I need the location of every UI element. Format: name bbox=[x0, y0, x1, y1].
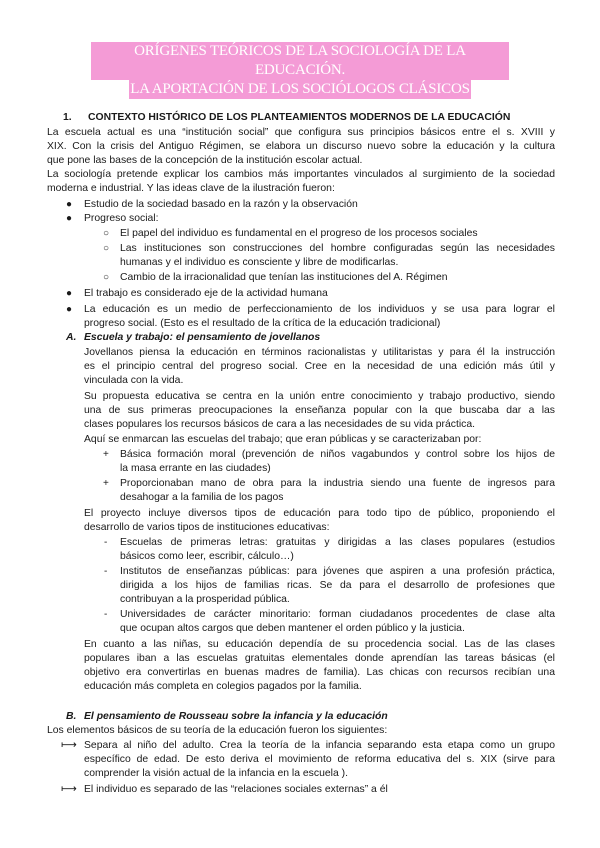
section-a-p2-line-2: una de sus primeras preocupaciones la enseñanza popular con la que buscaba dar a las bbox=[84, 405, 555, 416]
dash-item-2-line-3: contribuyan a la prosperidad pública. bbox=[120, 594, 290, 605]
arrow-icon: ⟼ bbox=[61, 739, 77, 751]
arrow-item-1-line-2: específico de edad. De esto deriva el movimiento de reforma educativa del s. XIX (sirve para bbox=[84, 754, 555, 765]
sub-bullet-icon: ○ bbox=[103, 272, 110, 283]
bullet-icon: ● bbox=[66, 304, 73, 315]
bullet-icon: ● bbox=[66, 213, 73, 224]
title-line-1: ORÍGENES TEÓRICOS DE LA SOCIOLOGÍA DE LA EDUCACIÓN. bbox=[91, 42, 509, 80]
plus-item-2-line-1: Proporcionaban mano de obra para la industria siendo una fuente de ingresos para bbox=[120, 478, 555, 489]
section-b-letter: B. bbox=[66, 711, 77, 722]
plus-icon: + bbox=[103, 449, 109, 460]
section-1-p2-line-1: La sociología pretende explicar los cambios más importantes vinculados al surgimiento de la sociedad bbox=[47, 169, 555, 180]
section-1-heading: CONTEXTO HISTÓRICO DE LOS PLANTEAMIENTOS MODERNOS DE LA EDUCACIÓN bbox=[88, 112, 511, 123]
sub-bullet-item-2-line-2: humanas y el individuo es consciente y libre de modificarlas. bbox=[120, 257, 399, 268]
section-a-p5-line-4: educación más completa en colegios pagados por la familia. bbox=[84, 681, 362, 692]
dash-icon: - bbox=[104, 566, 108, 577]
bullet-item-3: El trabajo es considerado eje de la actividad humana bbox=[84, 288, 328, 299]
section-a-p5-line-1: En cuanto a las niñas, su educación dependía de su procedencia social. Las de las clases bbox=[84, 639, 555, 650]
section-a-p2-line-1: Su propuesta educativa se centra en la unión entre conocimiento y trabajo productivo, siendo bbox=[84, 391, 555, 402]
section-b-intro: Los elementos básicos de su teoría de la educación fueron los siguientes: bbox=[47, 725, 388, 736]
section-b-heading: El pensamiento de Rousseau sobre la infancia y la educación bbox=[84, 711, 388, 722]
dash-item-3-line-2: que ocupan altos cargos que deben mantener el orden público y la justicia. bbox=[120, 623, 465, 634]
arrow-item-1-line-3: comprender la visión actual de la infancia en la escuela ). bbox=[84, 768, 348, 779]
title-block bbox=[91, 42, 509, 99]
section-a-p5-line-2: populares iban a las escuelas gratuitas elementales donde aprendían las tareas básicas (el bbox=[84, 653, 555, 664]
dash-icon: - bbox=[104, 609, 108, 620]
section-1-number: 1. bbox=[63, 112, 72, 123]
dash-item-1-line-2: básicos como leer, escribir, cálculo…) bbox=[120, 551, 294, 562]
section-a-letter: A. bbox=[66, 332, 77, 343]
dash-item-2-line-2: dirigida a los hijos de familias ricas. Se da para el desarrollo de profesiones que bbox=[120, 580, 555, 591]
section-a-p4-line-1: El proyecto incluye diversos tipos de educación para todo tipo de público, proponiendo el bbox=[84, 508, 555, 519]
section-a-p2-line-3: clases populares los recursos básicos de cara a las necesidades de su vida práctica. bbox=[84, 419, 476, 430]
bullet-icon: ● bbox=[66, 288, 73, 299]
dash-icon: - bbox=[104, 537, 108, 548]
arrow-item-2: El individuo es separado de las “relaciones sociales externas” a él bbox=[84, 784, 388, 795]
section-a-p1-line-1: Jovellanos piensa la educación en términos racionalistas y utilitaristas y para él la instrucción bbox=[84, 347, 555, 358]
bullet-item-2: Progreso social: bbox=[84, 213, 159, 224]
sub-bullet-item-1: El papel del individuo es fundamental en el progreso de los procesos sociales bbox=[120, 228, 478, 239]
plus-item-2-line-2: desahogar a la familia de los pagos bbox=[120, 492, 284, 503]
bullet-item-4-line-2: progreso social. (Esto es el resultado de la crítica de la educación tradicional) bbox=[84, 318, 441, 329]
section-1-p1-line-2: XIX. Con la crisis del Antiguo Régimen, se elabora un discurso nuevo sobre la educación y la cultura bbox=[47, 141, 555, 152]
dash-item-3-line-1: Universidades de carácter minoritario: forman ciudadanos procedentes de clase alta bbox=[120, 609, 555, 620]
sub-bullet-item-2-line-1: Las instituciones son construcciones del hombre configuradas según las necesidades bbox=[120, 243, 555, 254]
section-a-p4-line-2: desarrollo de varios tipos de instituciones educativas: bbox=[84, 522, 330, 533]
section-a-p5-line-3: objetivo era convertirlas en buenas madres de familia). Las chicas con recursos recibían una bbox=[84, 667, 555, 678]
dash-item-2-line-1: Institutos de enseñanzas públicas: para jóvenes que aspiren a una profesión práctica, bbox=[120, 566, 555, 577]
plus-item-1-line-2: la masa errante en las ciudades) bbox=[120, 463, 271, 474]
bullet-item-1: Estudio de la sociedad basado en la razón y la observación bbox=[84, 199, 358, 210]
sub-bullet-item-3: Cambio de la irracionalidad que tenían las instituciones del A. Régimen bbox=[120, 272, 448, 283]
sub-bullet-icon: ○ bbox=[103, 228, 110, 239]
dash-item-1-line-1: Escuelas de primeras letras: gratuitas y dirigidas a las clases populares (estudios bbox=[120, 537, 555, 548]
bullet-item-4-line-1: La educación es un medio de perfeccionamiento de los individuos y se usa para lograr el bbox=[84, 304, 555, 315]
section-a-p1-line-3: vinculada con la vida. bbox=[84, 375, 184, 386]
plus-item-1-line-1: Básica formación moral (prevención de niños vagabundos y control sobre los hijos de bbox=[120, 449, 555, 460]
bullet-icon: ● bbox=[66, 199, 73, 210]
arrow-item-1-line-1: Separa al niño del adulto. Crea la teoría de la infancia separando esta etapa como un grupo bbox=[84, 740, 555, 751]
section-1-p1-line-1: La escuela actual es una “institución social” que configura sus principios básicos entre el s. XVIII y bbox=[47, 127, 555, 138]
sub-bullet-icon: ○ bbox=[103, 243, 110, 254]
section-a-p3: Aquí se enmarcan las escuelas del trabajo; que eran públicas y se caracterizaban por: bbox=[84, 434, 482, 445]
section-1-p1-line-3: que pone las bases de la concepción de la institución escolar actual. bbox=[47, 155, 363, 166]
plus-icon: + bbox=[103, 478, 109, 489]
section-1-p2-line-2: moderna e industrial. Y las ideas clave de la ilustración fueron: bbox=[47, 183, 335, 194]
section-a-heading: Escuela y trabajo: el pensamiento de jovellanos bbox=[84, 332, 321, 343]
arrow-icon: ⟼ bbox=[61, 783, 77, 795]
title-line-2: LA APORTACIÓN DE LOS SOCIÓLOGOS CLÁSICOS bbox=[130, 81, 470, 97]
section-a-p1-line-2: es el principio central del progreso social. Cree en la necesidad de una edición más útil y bbox=[84, 361, 555, 372]
